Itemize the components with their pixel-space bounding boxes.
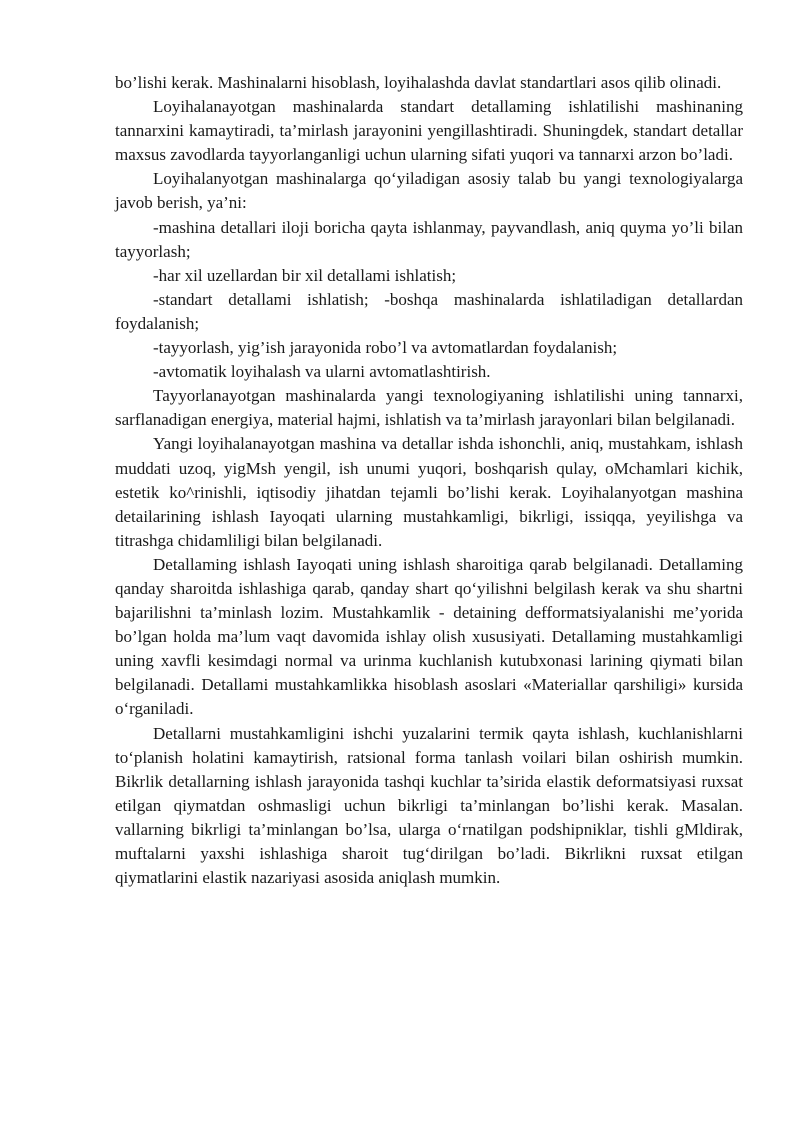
list-item-uniform-parts: -har xil uzellardan bir xil detallami ishlatish;: [153, 265, 457, 285]
list-item-automation: -avtomatik loyihalash va ularni avtomatlashtirish.: [153, 362, 491, 382]
document-page: [115, 71, 743, 890]
paragraph-reliability: Yangi loyihalanayotgan mashina va detallar ishda ishonchli, aniq, mustahkam, ishlash muddati uzoq, yigMsh yengil, ish unumi yuqori, boshqarish qulay, oMchamlari kichik, estetik ko^rinishli, iqtisodiy jihatdan tejamli bo’lishi kerak. Loyihalanyotgan mashina detailarining ishlash Iayoqati ularning mustahkamligi, bikrligi, issiqqa, yeyilishga va titrashga chidamliligi bilan belgilanadi.: [115, 434, 743, 550]
paragraph-strength: Detallaming ishlash Iayoqati uning ishlash sharoitiga qarab belgilanadi. Detallaming qanday sharoitda ishlashiga qarab, qanday shart qo‘yilishni belgilash kerak va shu shartni bajarilishni ta’minlash lozim. Mustahkamlik - detaining defformatsiyalanishi me’yorida bo’lgan holda ma’lum vaqt davomida ishlay olish xususiyati. Detallaming mustahkamligi uning xavfli kesimdagi normal va urinma kuchlanish kutubxonasi larining qiymati bilan belgilanadi. Detallami mustahkamlikka hisoblash asoslari «Materiallar qarshiligi» kursida o‘rganiladi.: [115, 554, 743, 719]
paragraph-main-requirement: Loyihalanyotgan mashinalarga qo‘yiladigan asosiy talab bu yangi texnologiyalarga javob berish, ya’ni:: [115, 169, 743, 213]
list-item-casting: -mashina detallari iloji boricha qayta ishlanmay, payvandlash, aniq quyma yo’li bilan tayyorlash;: [115, 217, 743, 261]
paragraph-continuation: bo’lishi kerak. Mashinalarni hisoblash, loyihalashda davlat standartlari asos qilib olinadi.: [115, 73, 722, 92]
paragraph-standard-parts: Loyihalanayotgan mashinalarda standart detallaming ishlatilishi mashinaning tannarxini kamaytiradi, ta’mirlash jarayonini yengillashtiradi. Shuningdek, standart detallar maxsus zavodlarda tayyorlanganligi uchun ularning sifati yuqori va tannarxi arzon bo’ladi.: [115, 97, 743, 165]
paragraph-new-technology: Tayyorlanayotgan mashinalarda yangi texnologiyaning ishlatilishi uning tannarxi, sarflanadigan energiya, material hajmi, ishlatish va ta’mirlash jarayonlari bilan belgilanadi.: [115, 386, 743, 430]
list-item-robots: -tayyorlash, yig’ish jarayonida robo’l va avtomatlardan foydalanish;: [153, 338, 618, 358]
list-item-standard-parts: -standart detallami ishlatish; -boshqa mashinalarda ishlatiladigan detallardan foydalanish;: [115, 289, 743, 333]
paragraph-stiffness: Detallarni mustahkamligini ishchi yuzalarini termik qayta ishlash, kuchlanishlarni to‘planish holatini kamaytirish, ratsional forma tanlash voilari bilan oshirish mumkin. Bikrlik detallarning ishlash jarayonida tashqi kuchlar ta’sirida elastik deformatsiyasi ruxsat etilgan qiymatdan oshmasligi uchun bikrligi ta’minlangan bo’lishi kerak. Masalan. vallarning bikrligi ta’minlangan bo’lsa, ularga o‘rnatilgan podshipniklar, tishli gMldirak, muftalarni yaxshi ishlashiga sharoit tug‘dirilgan bo’ladi. Bikrlikni ruxsat etilgan qiymatlarini elastik nazariyasi asosida aniqlash mumkin.: [115, 723, 743, 888]
